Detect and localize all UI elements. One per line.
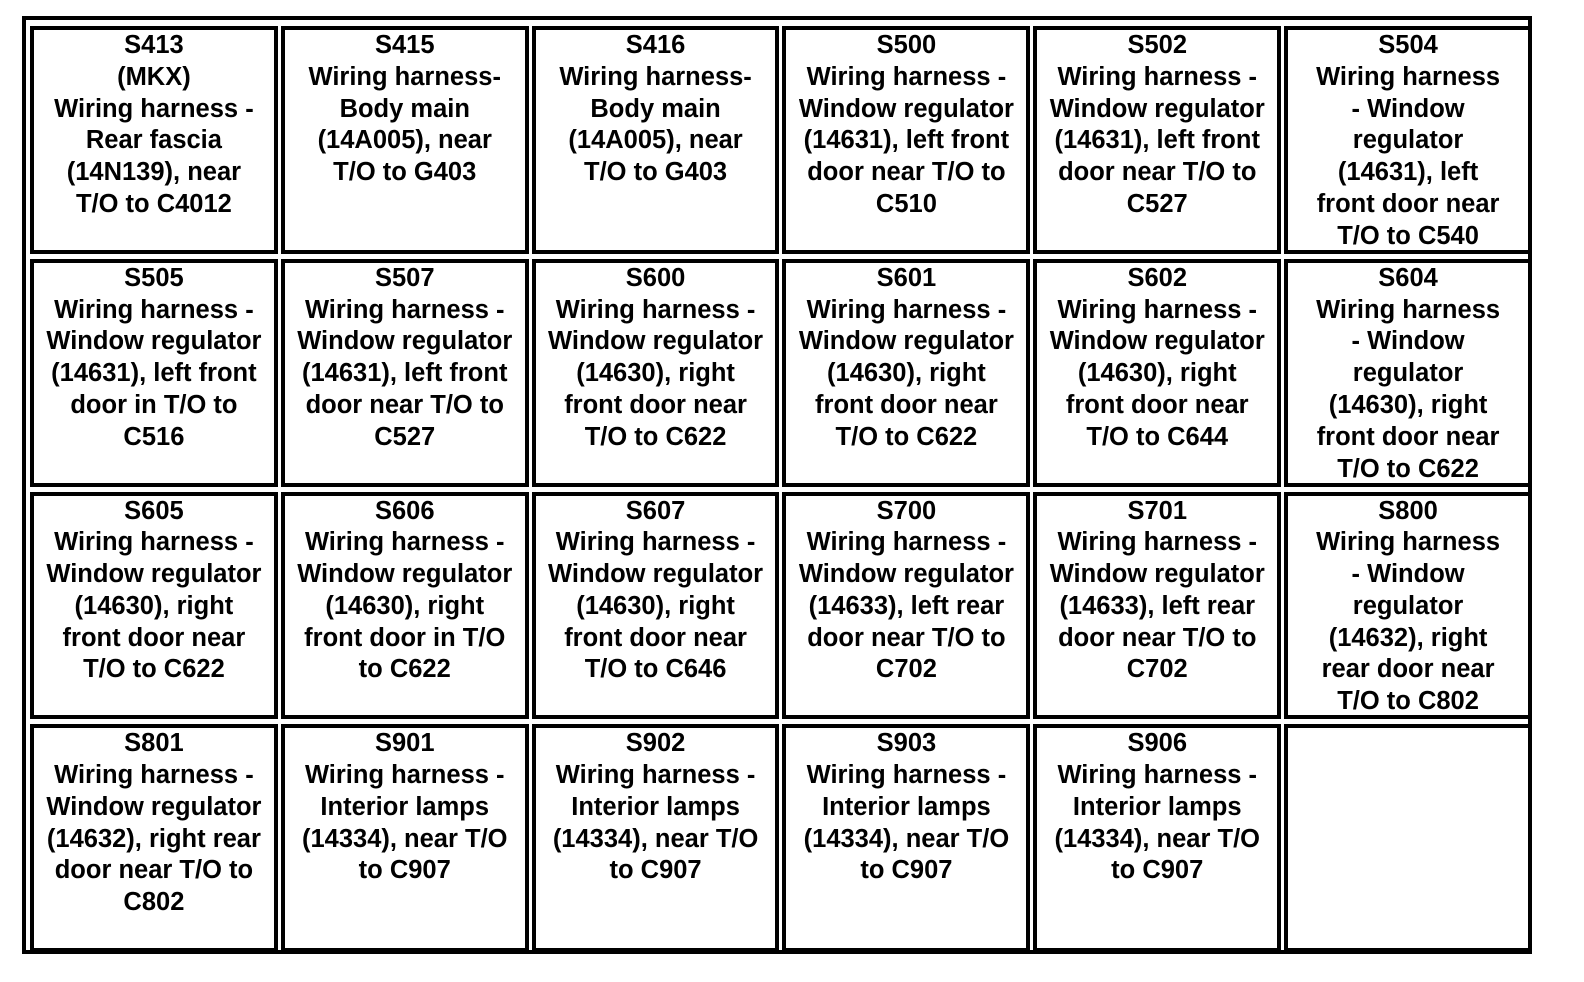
splice-cell-s903 — [782, 724, 1030, 952]
splice-cell-s800 — [1284, 492, 1532, 720]
splice-description-line: Window regulator — [46, 327, 262, 356]
splice-description-line: front door near — [1065, 390, 1249, 419]
splice-cell-s700 — [782, 492, 1030, 720]
splice-cell-s500 — [782, 26, 1030, 254]
splice-description-line: Window regulator — [798, 560, 1014, 589]
splice-id: S801 — [124, 729, 184, 758]
splice-cell-s504 — [1284, 26, 1532, 254]
splice-id: S500 — [876, 31, 937, 59]
splice-table — [22, 16, 1532, 954]
splice-description-line: T/O to C622 — [584, 422, 727, 451]
splice-description-line: (14631), left front — [302, 359, 508, 388]
splice-description-line: Wiring harness- — [559, 62, 752, 91]
splice-id: S901 — [374, 729, 435, 758]
splice-description-line: (14A005), near — [568, 126, 743, 155]
splice-description-line: front door near — [564, 390, 747, 419]
splice-description-line: - Window — [1351, 327, 1465, 356]
splice-description-line: Wiring harness - — [806, 761, 1007, 790]
splice-description-line: T/O to C622 — [83, 655, 225, 684]
splice-description-line: (14334), near T/O — [803, 824, 1010, 853]
splice-description-line: (14632), right — [1328, 623, 1488, 652]
splice-description-line: T/O to C644 — [1086, 422, 1229, 451]
splice-description-line: Window regulator — [548, 560, 764, 589]
splice-id: S701 — [1127, 496, 1188, 525]
splice-description-line: T/O to C622 — [835, 422, 978, 451]
splice-description-line: (14631), left front — [803, 126, 1010, 155]
splice-id: S605 — [124, 496, 184, 525]
splice-id: S902 — [625, 729, 686, 758]
splice-description-line: Interior lamps — [571, 792, 740, 821]
splice-description-line: door in T/O to — [70, 390, 238, 419]
splice-id: S507 — [374, 263, 435, 292]
splice-description-line: Wiring harness - — [555, 528, 756, 557]
splice-description-line: (14631), left — [1337, 158, 1479, 187]
splice-description-line: Wiring harness - — [54, 528, 254, 557]
splice-cell-s604 — [1284, 259, 1532, 487]
splice-description-line: door near T/O to — [1058, 623, 1257, 652]
splice-description-line: T/O to C646 — [584, 655, 727, 684]
splice-id: S604 — [1378, 263, 1438, 292]
splice-description-line: Wiring harness - — [1057, 761, 1258, 790]
splice-description-line: Wiring harness - — [806, 62, 1007, 91]
splice-description-line: Wiring harness - — [1057, 62, 1258, 91]
splice-description-line: (14334), near T/O — [552, 824, 759, 853]
splice-description-line: Wiring harness - — [304, 761, 505, 790]
splice-description-line: door near T/O to — [1058, 158, 1257, 187]
splice-cell-s602 — [1033, 259, 1281, 487]
splice-description-line: (14334), near T/O — [301, 824, 508, 853]
splice-description-line: Window regulator — [548, 327, 764, 356]
splice-description-line: T/O to C802 — [1337, 687, 1479, 716]
splice-id: S416 — [625, 31, 686, 59]
splice-cell-s607 — [532, 492, 780, 720]
splice-description-line: regulator — [1352, 359, 1464, 388]
splice-description-line: Body main — [590, 94, 721, 123]
splice-description-line: regulator — [1352, 591, 1464, 620]
splice-description-line: (14630), right — [827, 359, 986, 388]
splice-description-line: door near T/O to — [305, 390, 504, 419]
splice-id: S502 — [1127, 31, 1188, 59]
splice-description-line: door near T/O to — [807, 158, 1006, 187]
splice-cell-s507 — [281, 259, 529, 487]
splice-cell-s413 — [30, 26, 278, 254]
splice-grid — [30, 26, 1532, 952]
splice-description-line: T/O to G403 — [333, 158, 477, 187]
splice-description-line: Wiring harness - — [1057, 295, 1258, 324]
splice-cell-s906 — [1033, 724, 1281, 952]
splice-description-line: C702 — [875, 655, 937, 684]
splice-description-line: Window regulator — [798, 94, 1014, 123]
splice-description-line: Wiring harness- — [308, 62, 501, 91]
splice-description-line: (14A005), near — [317, 126, 492, 155]
splice-description-line: to C622 — [358, 655, 451, 684]
splice-description-line: (14631), left front — [1054, 126, 1260, 155]
splice-id: S800 — [1378, 496, 1438, 525]
splice-description-line: front door near — [62, 623, 246, 652]
splice-description-line: (14630), right — [1328, 390, 1488, 419]
splice-id: S504 — [1378, 31, 1438, 59]
splice-description-line: (14633), left rear — [808, 591, 1005, 620]
splice-description-line: Window regulator — [1049, 560, 1265, 589]
splice-id: S413 — [124, 31, 184, 59]
splice-cell-s505 — [30, 259, 278, 487]
splice-description-line: rear door near — [1321, 655, 1495, 684]
splice-description-line: T/O to C540 — [1337, 221, 1479, 250]
splice-description-line: C510 — [875, 189, 937, 218]
splice-description-line: (14630), right — [576, 359, 735, 388]
splice-description-line: Wiring harness — [1316, 528, 1501, 557]
splice-description-line: Wiring harness — [1316, 62, 1501, 91]
splice-description-line: (14630), right — [1077, 359, 1237, 388]
splice-description-line: Window regulator — [46, 792, 262, 821]
splice-description-line: Wiring harness — [1316, 295, 1501, 324]
splice-id: S505 — [124, 263, 184, 292]
splice-description-line: door near T/O to — [54, 856, 254, 885]
splice-description-line: front door near — [1316, 189, 1500, 218]
splice-description-line: Window regulator — [798, 327, 1014, 356]
splice-description-line: C516 — [123, 422, 185, 451]
splice-description-line: to C907 — [1111, 856, 1204, 885]
splice-id: S415 — [374, 31, 435, 59]
splice-description-line: Window regulator — [46, 560, 262, 589]
splice-description-line: T/O to C622 — [1337, 454, 1479, 483]
splice-description-line: Wiring harness - — [555, 295, 756, 324]
splice-description-line: T/O to G403 — [584, 158, 728, 187]
splice-id: S600 — [625, 263, 686, 292]
splice-description-line: (14631), left front — [51, 359, 257, 388]
splice-cell-s902 — [532, 724, 780, 952]
splice-id: S606 — [374, 496, 435, 525]
splice-description-line: Wiring harness - — [54, 295, 254, 324]
splice-description-line: (14632), right rear — [46, 824, 261, 853]
splice-description-line: Window regulator — [297, 327, 513, 356]
splice-description-line: Wiring harness - — [1057, 528, 1258, 557]
splice-description-line: Window regulator — [1049, 327, 1265, 356]
splice-description-line: C527 — [374, 422, 436, 451]
splice-description-line: front door in T/O — [304, 623, 506, 652]
splice-description-line: Interior lamps — [320, 792, 490, 821]
splice-description-line: Wiring harness - — [555, 761, 756, 790]
splice-description-line: Interior lamps — [1072, 792, 1242, 821]
splice-description-line: regulator — [1352, 126, 1464, 155]
splice-description-line: Interior lamps — [822, 792, 991, 821]
splice-description-line: (14334), near T/O — [1054, 824, 1260, 853]
splice-description-line: T/O to C4012 — [75, 189, 232, 218]
splice-cell-s416 — [532, 26, 780, 254]
splice-description-line: Wiring harness - — [54, 761, 254, 790]
splice-cell-s901 — [281, 724, 529, 952]
splice-description-line: (MKX) — [117, 62, 191, 91]
splice-description-line: - Window — [1351, 94, 1465, 123]
splice-cell-s606 — [281, 492, 529, 720]
splice-description-line: Body main — [339, 94, 470, 123]
splice-id: S601 — [876, 263, 937, 292]
splice-description-line: Wiring harness - — [806, 528, 1007, 557]
splice-description-line: (14630), right — [576, 591, 735, 620]
splice-description-line: (14630), right — [74, 591, 234, 620]
splice-description-line: front door near — [564, 623, 747, 652]
splice-description-line: (14633), left rear — [1059, 591, 1256, 620]
empty-cell — [1284, 724, 1532, 952]
splice-cell-s701 — [1033, 492, 1281, 720]
splice-description-line: - Window — [1351, 560, 1465, 589]
splice-description-line: front door near — [815, 390, 998, 419]
splice-id: S602 — [1127, 263, 1188, 292]
splice-description-line: (14630), right — [325, 591, 485, 620]
splice-cell-s415 — [281, 26, 529, 254]
splice-cell-s502 — [1033, 26, 1281, 254]
splice-id: S906 — [1127, 729, 1188, 758]
splice-description-line: Wiring harness - — [54, 94, 254, 123]
splice-description-line: C702 — [1126, 655, 1188, 684]
splice-id: S700 — [876, 496, 937, 525]
splice-description-line: C802 — [123, 888, 185, 917]
splice-cell-s601 — [782, 259, 1030, 487]
splice-description-line: C527 — [1126, 189, 1188, 218]
splice-description-line: to C907 — [860, 856, 953, 885]
splice-id: S903 — [876, 729, 937, 758]
splice-description-line: to C907 — [358, 856, 451, 885]
splice-id: S607 — [625, 496, 686, 525]
splice-description-line: Rear fascia — [85, 126, 222, 155]
splice-description-line: to C907 — [609, 856, 702, 885]
splice-description-line: front door near — [1316, 422, 1500, 451]
splice-description-line: door near T/O to — [807, 623, 1006, 652]
splice-description-line: Window regulator — [1049, 94, 1265, 123]
splice-description-line: Wiring harness - — [304, 295, 505, 324]
splice-description-line: Wiring harness - — [304, 528, 505, 557]
splice-description-line: Window regulator — [297, 560, 513, 589]
splice-cell-s605 — [30, 492, 278, 720]
splice-description-line: (14N139), near — [66, 158, 242, 187]
splice-cell-s600 — [532, 259, 780, 487]
splice-cell-s801 — [30, 724, 278, 952]
splice-description-line: Wiring harness - — [806, 295, 1007, 324]
